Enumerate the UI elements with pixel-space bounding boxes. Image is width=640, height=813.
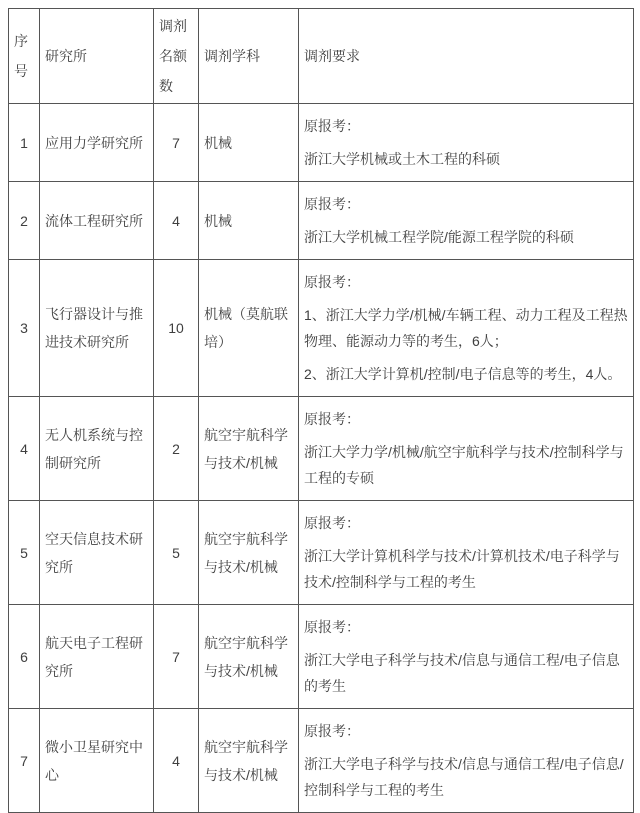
cell-quota: 7 — [154, 605, 199, 709]
cell-serial-number: 7 — [9, 709, 40, 813]
cell-institute: 无人机系统与控制研究所 — [40, 397, 154, 501]
requirement-line: 1、浙江大学力学/机械/车辆工程、动力工程及工程热物理、能源动力等的考生，6人； — [304, 307, 628, 349]
table-row — [9, 605, 634, 709]
cell-serial-number: 6 — [9, 605, 40, 709]
cell-serial-number: 2 — [9, 182, 40, 260]
table-row — [9, 260, 634, 397]
cell-subject: 航空宇航科学与技术/机械 — [199, 605, 299, 709]
requirement-line: 浙江大学计算机科学与技术/计算机技术/电子科学与技术/控制科学与工程的考生 — [304, 548, 620, 590]
table-row — [9, 709, 634, 813]
requirement-line: 原报考： — [304, 411, 360, 427]
cell-requirements — [299, 397, 634, 501]
cell-requirements — [299, 260, 634, 397]
cell-subject: 航空宇航科学与技术/机械 — [199, 709, 299, 813]
table-row — [9, 397, 634, 501]
requirement-line: 浙江大学机械工程学院/能源工程学院的科硕 — [304, 229, 574, 245]
table-row — [9, 104, 634, 182]
requirement-line: 原报考： — [304, 723, 360, 739]
header-subject: 调剂学科 — [199, 9, 299, 104]
cell-subject: 航空宇航科学与技术/机械 — [199, 397, 299, 501]
table-header-row — [9, 9, 634, 104]
cell-institute: 流体工程研究所 — [40, 182, 154, 260]
header-quota: 调剂名额数 — [154, 9, 199, 104]
header-institute: 研究所 — [40, 9, 154, 104]
requirement-line: 浙江大学机械或土木工程的科硕 — [304, 151, 500, 167]
requirement-line: 浙江大学力学/机械/航空宇航科学与技术/控制科学与工程的专硕 — [304, 444, 624, 486]
cell-requirements — [299, 182, 634, 260]
cell-serial-number: 1 — [9, 104, 40, 182]
requirement-line: 原报考： — [304, 619, 360, 635]
requirement-line: 原报考： — [304, 274, 360, 290]
cell-requirements — [299, 709, 634, 813]
cell-quota: 4 — [154, 709, 199, 813]
cell-requirements — [299, 605, 634, 709]
cell-serial-number: 4 — [9, 397, 40, 501]
cell-serial-number: 3 — [9, 260, 40, 397]
cell-institute: 空天信息技术研究所 — [40, 501, 154, 605]
header-serial-number: 序号 — [9, 9, 40, 104]
header-requirements: 调剂要求 — [299, 9, 634, 104]
cell-institute: 航天电子工程研究所 — [40, 605, 154, 709]
cell-quota: 2 — [154, 397, 199, 501]
cell-quota: 4 — [154, 182, 199, 260]
cell-quota: 7 — [154, 104, 199, 182]
cell-institute: 应用力学研究所 — [40, 104, 154, 182]
adjustment-table — [8, 8, 634, 813]
requirement-line: 2、浙江大学计算机/控制/电子信息等的考生，4人。 — [304, 366, 622, 382]
cell-subject: 航空宇航科学与技术/机械 — [199, 501, 299, 605]
cell-subject: 机械 — [199, 182, 299, 260]
requirement-line: 原报考： — [304, 515, 360, 531]
cell-requirements — [299, 501, 634, 605]
cell-requirements — [299, 104, 634, 182]
requirement-line: 浙江大学电子科学与技术/信息与通信工程/电子信息的考生 — [304, 652, 620, 694]
cell-subject: 机械（莫航联培） — [199, 260, 299, 397]
cell-institute: 飞行器设计与推进技术研究所 — [40, 260, 154, 397]
table-row — [9, 182, 634, 260]
requirement-line: 原报考： — [304, 118, 360, 134]
cell-subject: 机械 — [199, 104, 299, 182]
cell-quota: 10 — [154, 260, 199, 397]
cell-institute: 微小卫星研究中心 — [40, 709, 154, 813]
requirement-line: 原报考： — [304, 196, 360, 212]
table-row — [9, 501, 634, 605]
requirement-line: 浙江大学电子科学与技术/信息与通信工程/电子信息/控制科学与工程的考生 — [304, 756, 624, 798]
cell-serial-number: 5 — [9, 501, 40, 605]
cell-quota: 5 — [154, 501, 199, 605]
